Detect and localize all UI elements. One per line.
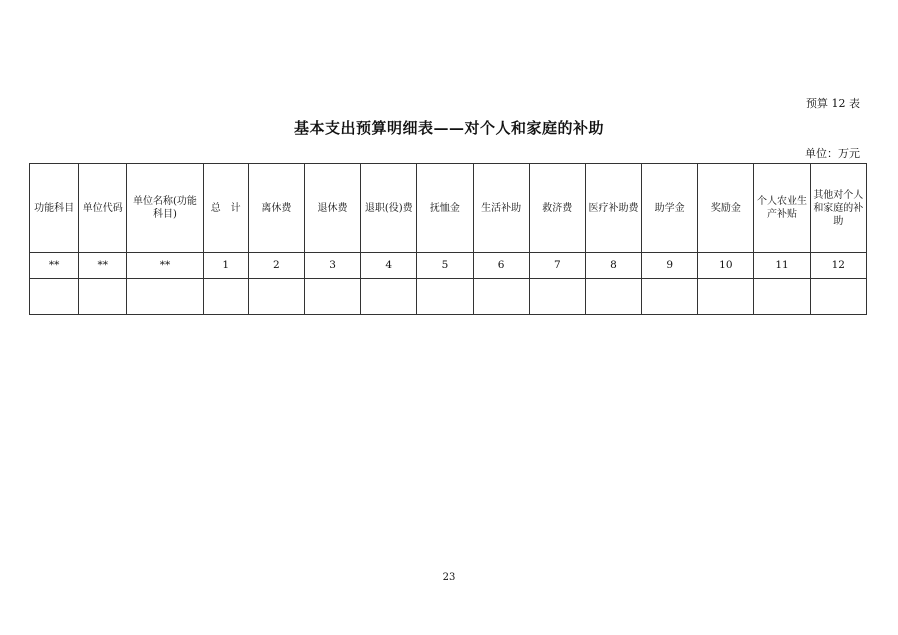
page-number: 23 <box>442 572 456 583</box>
table-cell <box>304 279 360 315</box>
col-header-unit-name: 单位名称(功能科目) <box>127 164 203 253</box>
index-cell: 11 <box>754 253 810 279</box>
index-cell: 5 <box>417 253 473 279</box>
col-header-pension: 抚恤金 <box>417 164 473 253</box>
index-cell: 6 <box>473 253 529 279</box>
index-cell: ** <box>127 253 203 279</box>
col-header-other-subsidy: 其他对个人和家庭的补助 <box>810 164 866 253</box>
table-cell <box>417 279 473 315</box>
table-cell <box>754 279 810 315</box>
table-cell <box>473 279 529 315</box>
index-cell: 4 <box>361 253 417 279</box>
page-title: 基本支出预算明细表——对个人和家庭的补助 <box>293 119 604 137</box>
table-cell <box>127 279 203 315</box>
budget-table <box>29 163 867 315</box>
table-row <box>30 279 867 315</box>
unit-label: 单位：万元 <box>805 147 860 160</box>
table-cell <box>79 279 127 315</box>
table-cell <box>585 279 641 315</box>
col-header-agri-subsidy: 个人农业生产补贴 <box>754 164 810 253</box>
index-cell: 9 <box>642 253 698 279</box>
col-header-unit-code: 单位代码 <box>79 164 127 253</box>
col-header-retirement: 退休费 <box>304 164 360 253</box>
index-cell: 10 <box>698 253 754 279</box>
index-cell: ** <box>30 253 79 279</box>
col-header-total: 总 计 <box>203 164 248 253</box>
table-cell <box>642 279 698 315</box>
index-cell: 1 <box>203 253 248 279</box>
col-header-resignation: 退职(役)费 <box>361 164 417 253</box>
table-cell <box>810 279 866 315</box>
col-header-function-subject: 功能科目 <box>30 164 79 253</box>
col-header-living-subsidy: 生活补助 <box>473 164 529 253</box>
table-number: 预算 12 表 <box>806 97 860 110</box>
table-cell <box>698 279 754 315</box>
index-cell: 8 <box>585 253 641 279</box>
col-header-retirement-cadre: 离休费 <box>248 164 304 253</box>
index-cell: ** <box>79 253 127 279</box>
table-cell <box>203 279 248 315</box>
table-cell <box>30 279 79 315</box>
col-header-relief: 救济费 <box>529 164 585 253</box>
col-header-medical-subsidy: 医疗补助费 <box>585 164 641 253</box>
table-cell <box>361 279 417 315</box>
index-cell: 7 <box>529 253 585 279</box>
table-cell <box>529 279 585 315</box>
header-row <box>30 164 867 253</box>
index-cell: 12 <box>810 253 866 279</box>
index-row <box>30 253 867 279</box>
col-header-reward: 奖励金 <box>698 164 754 253</box>
table-cell <box>248 279 304 315</box>
col-header-student-aid: 助学金 <box>642 164 698 253</box>
index-cell: 3 <box>304 253 360 279</box>
index-cell: 2 <box>248 253 304 279</box>
